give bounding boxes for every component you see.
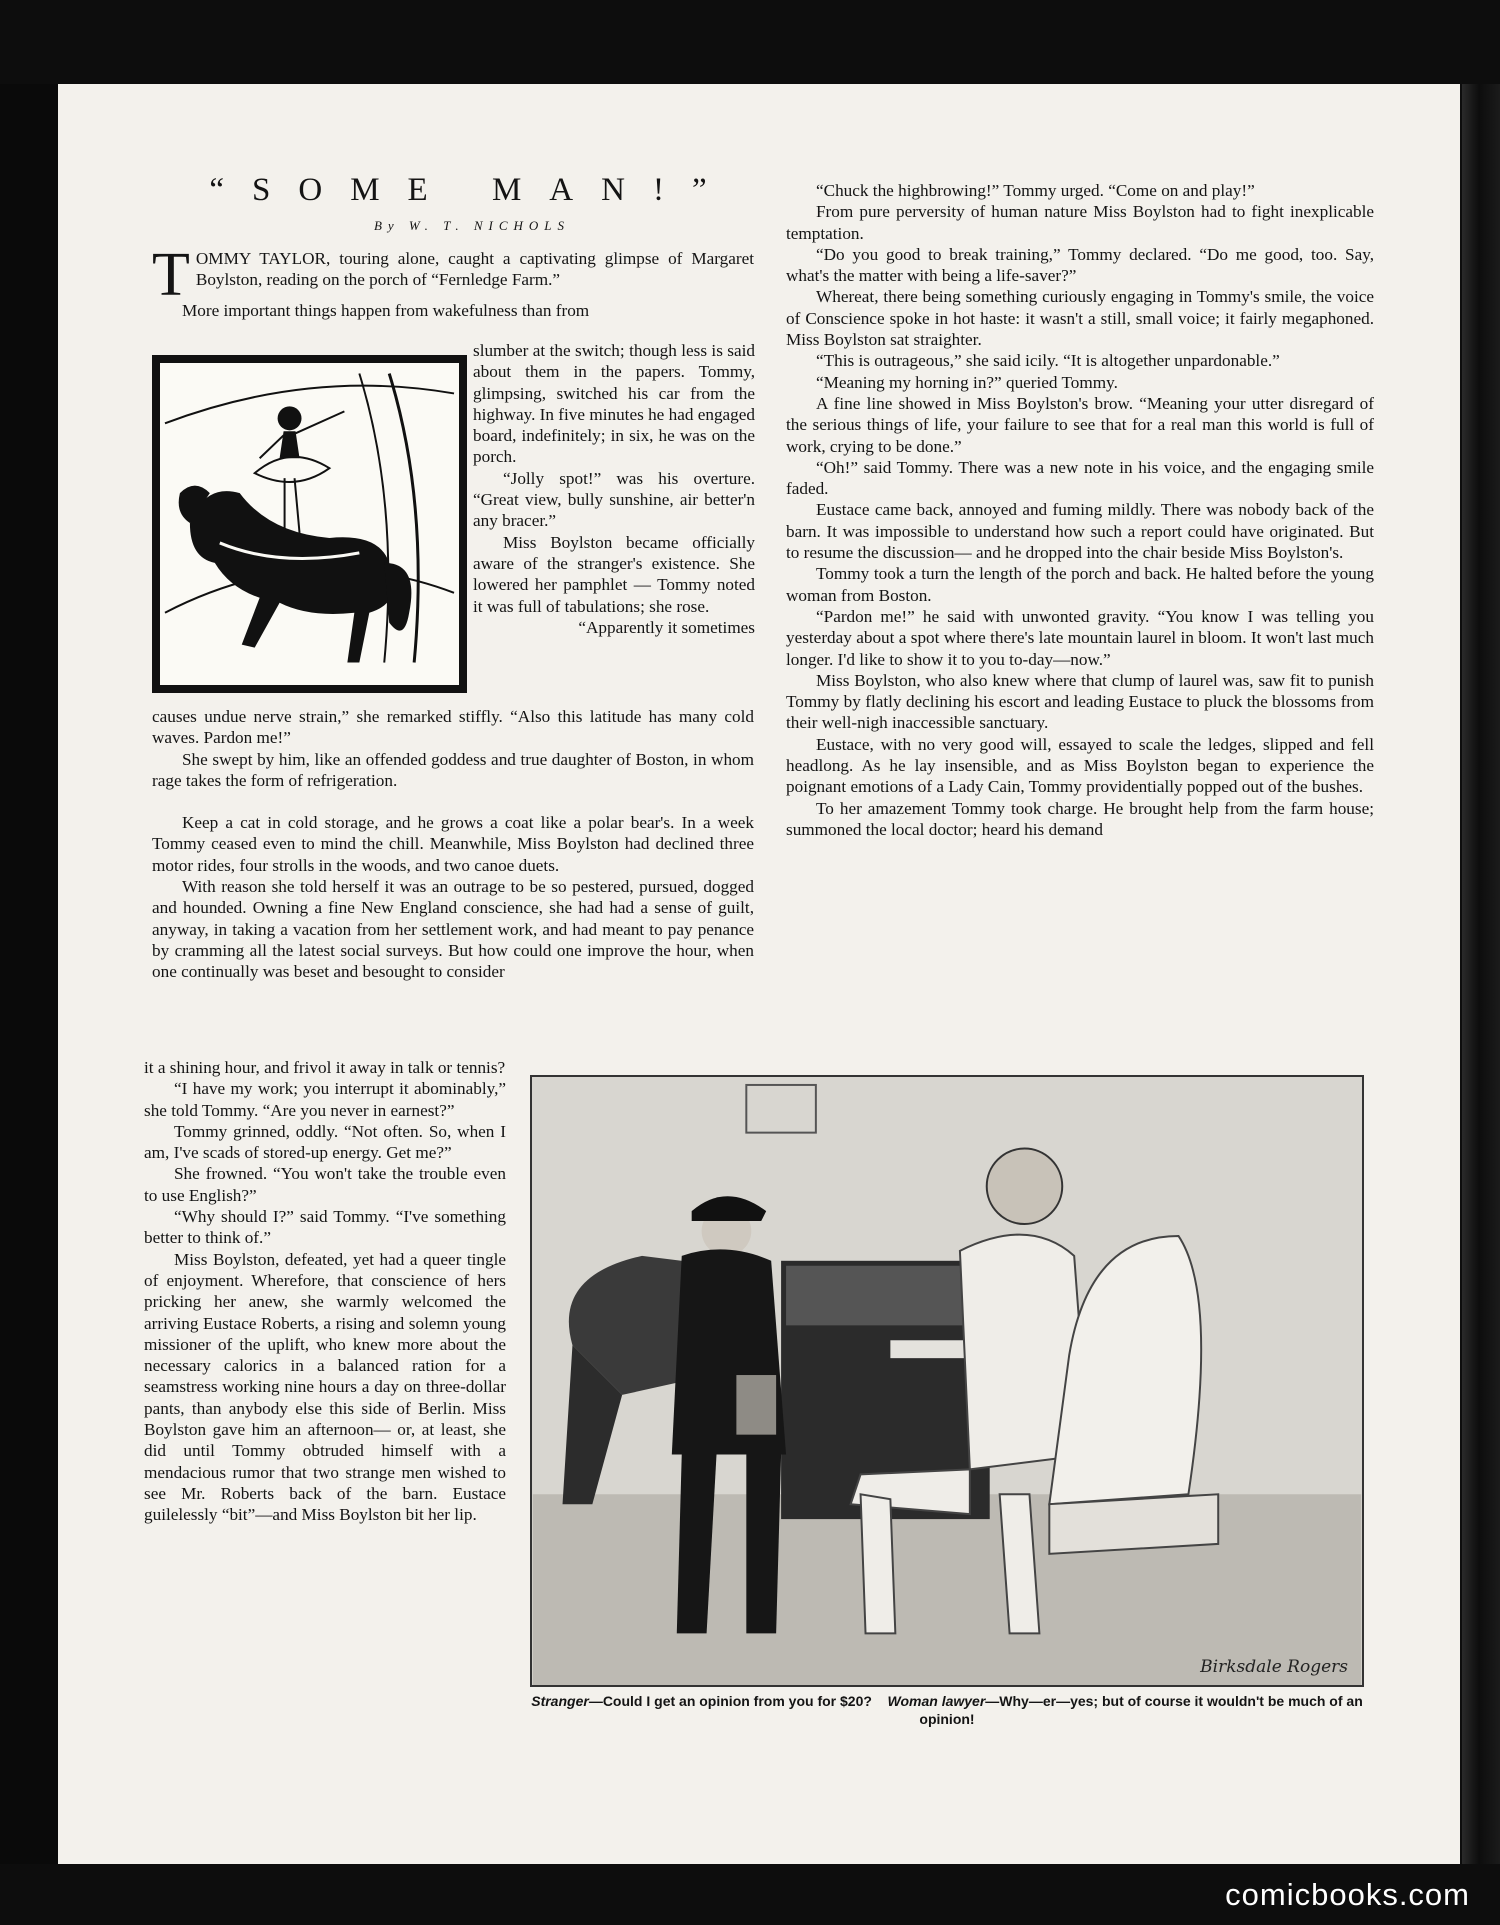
paragraph: “I have my work; you interrupt it abominably,” she told Tommy. “Are you never in earnest?” <box>144 1079 506 1120</box>
paragraph: “Do you good to break training,” Tommy declared. “Do me good, too. Say, what's the matter with being a life-saver?” <box>786 244 1374 286</box>
caption-line: —Could I get an opinion from you for $20? <box>588 1693 872 1709</box>
caption-speaker: Woman lawyer <box>887 1693 986 1709</box>
office-scene-illustration <box>530 1075 1364 1687</box>
office-drawing <box>532 1077 1362 1685</box>
byline: By W. T. NICHOLS <box>373 218 571 233</box>
caption-line: —Why—er—yes; but of course it wouldn't be much of an opinion! <box>919 1693 1363 1727</box>
paragraph: She swept by him, like an offended goddess and true daughter of Boston, in whom rage takes the form of refrigeration. <box>152 749 754 790</box>
paragraph: “Chuck the highbrowing!” Tommy urged. “Come on and play!” <box>816 181 1255 200</box>
paragraph: “Meaning my horning in?” queried Tommy. <box>816 372 1118 392</box>
paragraph: “Pardon me!” he said with unwonted gravity. “You know I was telling you yesterday about a spot where there's late mountain laurel in bloom. It won't last much longer. I'd like to show it to you to-day—now.” <box>786 606 1374 669</box>
paragraph: “Why should I?” said Tommy. “I've something better to think of.” <box>144 1207 506 1248</box>
circus-drawing <box>160 363 459 685</box>
paragraph: “This is outrageous,” she said icily. “It is altogether unpardonable.” <box>816 351 1280 371</box>
paragraph: it a shining hour, and frivol it away in talk or tennis? <box>144 1058 506 1077</box>
paragraph: Miss Boylston, defeated, yet had a queer tingle of enjoyment. Wherefore, that conscience of hers pricking her anew, she warmly welcomed the arriving Eustace Roberts, a rising and solemn young missioner of the uplift, who knew more about the necessary calorics in a balanced ration for a seamstress working nine hours a day on three-dollar pants, than anybody else this side of Berlin. Miss Boylston gave him an afternoon— or, at least, she did until Tommy obtruded himself with a mendacious rumor that two strange men wished to see Mr. Roberts back of the barn. Eustace guilelessly “bit”—and Miss Boylston bit her lip. <box>144 1249 506 1525</box>
paragraph: TOMMY TAYLOR, touring alone, caught a captivating glimpse of Margaret Boylston, reading on the porch of “Fernledge Farm.” <box>152 241 754 309</box>
paragraph: Eustace, with no very good will, essayed to scale the ledges, slipped and fell headlong. As he lay insensible, and as Miss Boylston began to experience the poignant emotions of a Lady Cain, Tommy providentially popped out of the bushes. <box>786 734 1374 797</box>
paragraph: To her amazement Tommy took charge. He brought help from the farm house; summoned the local doctor; heard his demand <box>786 798 1374 839</box>
paragraph: Miss Boylston became officially aware of the stranger's existence. She lowered her pamphlet — Tommy noted it was full of tabulations; she rose. <box>473 532 755 616</box>
paragraph: More important things happen from wakefulness than from <box>182 301 590 320</box>
drop-cap: T <box>152 241 190 309</box>
paragraph: slumber at the switch; though less is said about them in the papers. Tommy, glimpsing, switched his car from the highway. In five minutes he had engaged board, indefinitely; in six, he was on the porch. <box>473 341 755 467</box>
circus-rider-illustration <box>152 355 467 693</box>
artist-signature: Birksdale Rogers <box>1200 1657 1348 1677</box>
paragraph: Tommy took a turn the length of the porch and back. He halted before the young woman from Boston. <box>786 564 1374 605</box>
paragraph: Whereat, there being something curiously engaging in Tommy's smile, the voice of Conscience spoke in hot haste: it wasn't a still, small voice; it fairly megaphoned. Miss Boylston sat straighter. <box>786 287 1374 350</box>
column-1-top <box>152 241 754 321</box>
paragraph: She frowned. “You won't take the trouble even to use English?” <box>144 1164 506 1205</box>
paragraph: “Jolly spot!” was his overture. “Great view, bully sunshine, air better'n any bracer.” <box>473 468 755 531</box>
book-spine <box>1462 84 1500 1864</box>
paragraph: Miss Boylston, who also knew where that clump of laurel was, saw fit to punish Tommy by flatly declining his escort and leading Eustace to pluck the blossoms from their well-nigh inaccessible sanctuary. <box>786 670 1374 733</box>
column-1-bottom <box>144 1057 506 1526</box>
paragraph: From pure perversity of human nature Miss Boylston had to fight inexplicable temptation. <box>786 202 1374 243</box>
story-title: “SOME MAN!” <box>209 172 735 208</box>
caption-speaker: Stranger <box>531 1693 589 1709</box>
column-1-middle <box>152 706 754 983</box>
paragraph: Eustace came back, annoyed and fuming mildly. There was nobody back of the barn. It was impossible to understand how such a report could have originated. But to resume the discussion— and he dropped into the chair beside Miss Boylston's. <box>786 500 1374 563</box>
column-2 <box>786 180 1374 840</box>
column-1-wrap <box>473 340 755 638</box>
left-page-edge <box>0 84 58 1864</box>
paragraph: “Apparently it sometimes <box>578 617 755 637</box>
paragraph: causes undue nerve strain,” she remarked stiffly. “Also this latitude has many cold waves. Pardon me!” <box>152 707 754 748</box>
watermark: comicbooks.com <box>1225 1877 1470 1912</box>
paragraph: Tommy grinned, oddly. “Not often. So, when I am, I've scads of stored-up energy. Get me?” <box>144 1121 506 1163</box>
illustration-caption <box>530 1692 1364 1728</box>
paragraph: Keep a cat in cold storage, and he grows a coat like a polar bear's. In a week Tommy ceased even to mind the chill. Meanwhile, Miss Boylston had declined three motor rides, four strolls in the woods, and two canoe duets. <box>152 813 754 875</box>
paragraph: “Oh!” said Tommy. There was a new note in his voice, and the engaging smile faded. <box>786 457 1374 499</box>
paragraph: With reason she told herself it was an outrage to be so pestered, pursued, dogged and hounded. Owning a fine New England conscience, she had had a sense of guilt, anyway, in taking a vacation from her settlement work, and had meant to pay penance by cramming all the latest social surveys. But how could one improve the hour, when one continually was beset and besought to consider <box>152 877 754 982</box>
paragraph: A fine line showed in Miss Boylston's brow. “Meaning your utter disregard of the serious things of life, your failure to see that for a real man this world is full of work, crying to be done.” <box>786 393 1374 456</box>
